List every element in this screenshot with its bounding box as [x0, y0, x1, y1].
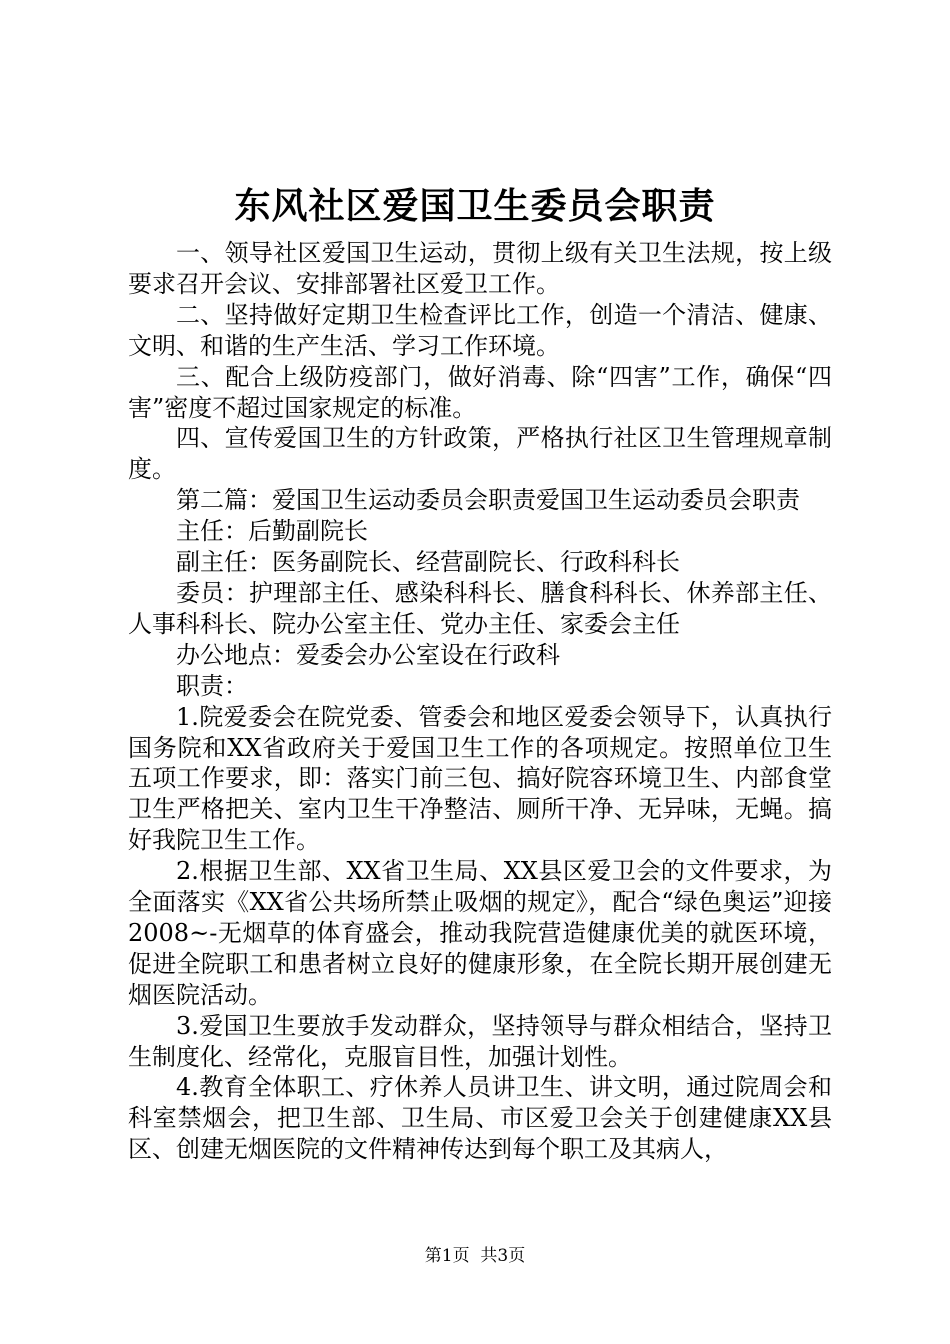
deputy-director-line: 副主任：医务副院长、经营副院长、行政科科长: [176, 548, 680, 577]
document-title: 东风社区爱国卫生委员会职责: [234, 185, 716, 227]
duty-item-3: 3.爱国卫生要放手发动群众，坚持领导与群众相结合，坚持卫生制度化、经常化，克服盲目性，加强计划性。: [128, 1011, 832, 1071]
paragraph-1: 一、领导社区爱国卫生运动，贯彻上级有关卫生法规，按上级要求召开会议、安排部署社区爱卫工作。: [128, 239, 832, 298]
duty-item-1: 1.院爱委会在院党委、管委会和地区爱委会领导下，认真执行国务院和XX省政府关于爱国卫生工作的各项规定。按照单位卫生五项工作要求，即：落实门前三包、搞好院容环境卫生、内部食堂卫生严格把关、室内卫生干净整洁、厕所干净、无异味，无蝇。搞好我院卫生工作。: [128, 702, 832, 855]
director-line: 主任：后勤副院长: [176, 517, 368, 546]
members-line: 委员：护理部主任、感染科科长、膳食科科长、休养部主任、人事科科长、院办公室主任、党办主任、家委会主任: [128, 578, 832, 638]
page-total: 共3页: [480, 1246, 526, 1266]
paragraph-2: 二、坚持做好定期卫生检查评比工作，创造一个清洁、健康、文明、和谐的生产生活、学习工作环境。: [128, 300, 832, 360]
duty-item-2: 2.根据卫生部、XX省卫生局、XX县区爱卫会的文件要求，为全面落实《XX省公共场所禁止吸烟的规定》，配合“绿色奥运”迎接2008~-无烟草的体育盛会，推动我院营造健康优美的就医环境，促进全院职工和患者树立良好的健康形象，在全院长期开展创建无烟医院活动。: [128, 857, 832, 1009]
duty-item-4: 4.教育全体职工、疗休养人员讲卫生、讲文明，通过院周会和科室禁烟会，把卫生部、卫生局、市区爱卫会关于创建健康XX县区、创建无烟医院的文件精神传达到每个职工及其病人，: [128, 1073, 832, 1164]
document-body: [128, 238, 832, 1165]
office-location-line: 办公地点：爱委会办公室设在行政科: [176, 640, 560, 669]
paragraph-4: 四、宣传爱国卫生的方针政策，严格执行社区卫生管理规章制度。: [128, 424, 832, 484]
page-number: 第1页: [424, 1246, 470, 1266]
section-heading-second: 第二篇：爱国卫生运动委员会职责爱国卫生运动委员会职责: [176, 486, 800, 515]
paragraph-3: 三、配合上级防疫部门，做好消毒、除“四害”工作，确保“四害”密度不超过国家规定的标准。: [128, 362, 832, 422]
page-footer: [0, 1244, 950, 1268]
duties-heading: 职责：: [176, 671, 248, 700]
